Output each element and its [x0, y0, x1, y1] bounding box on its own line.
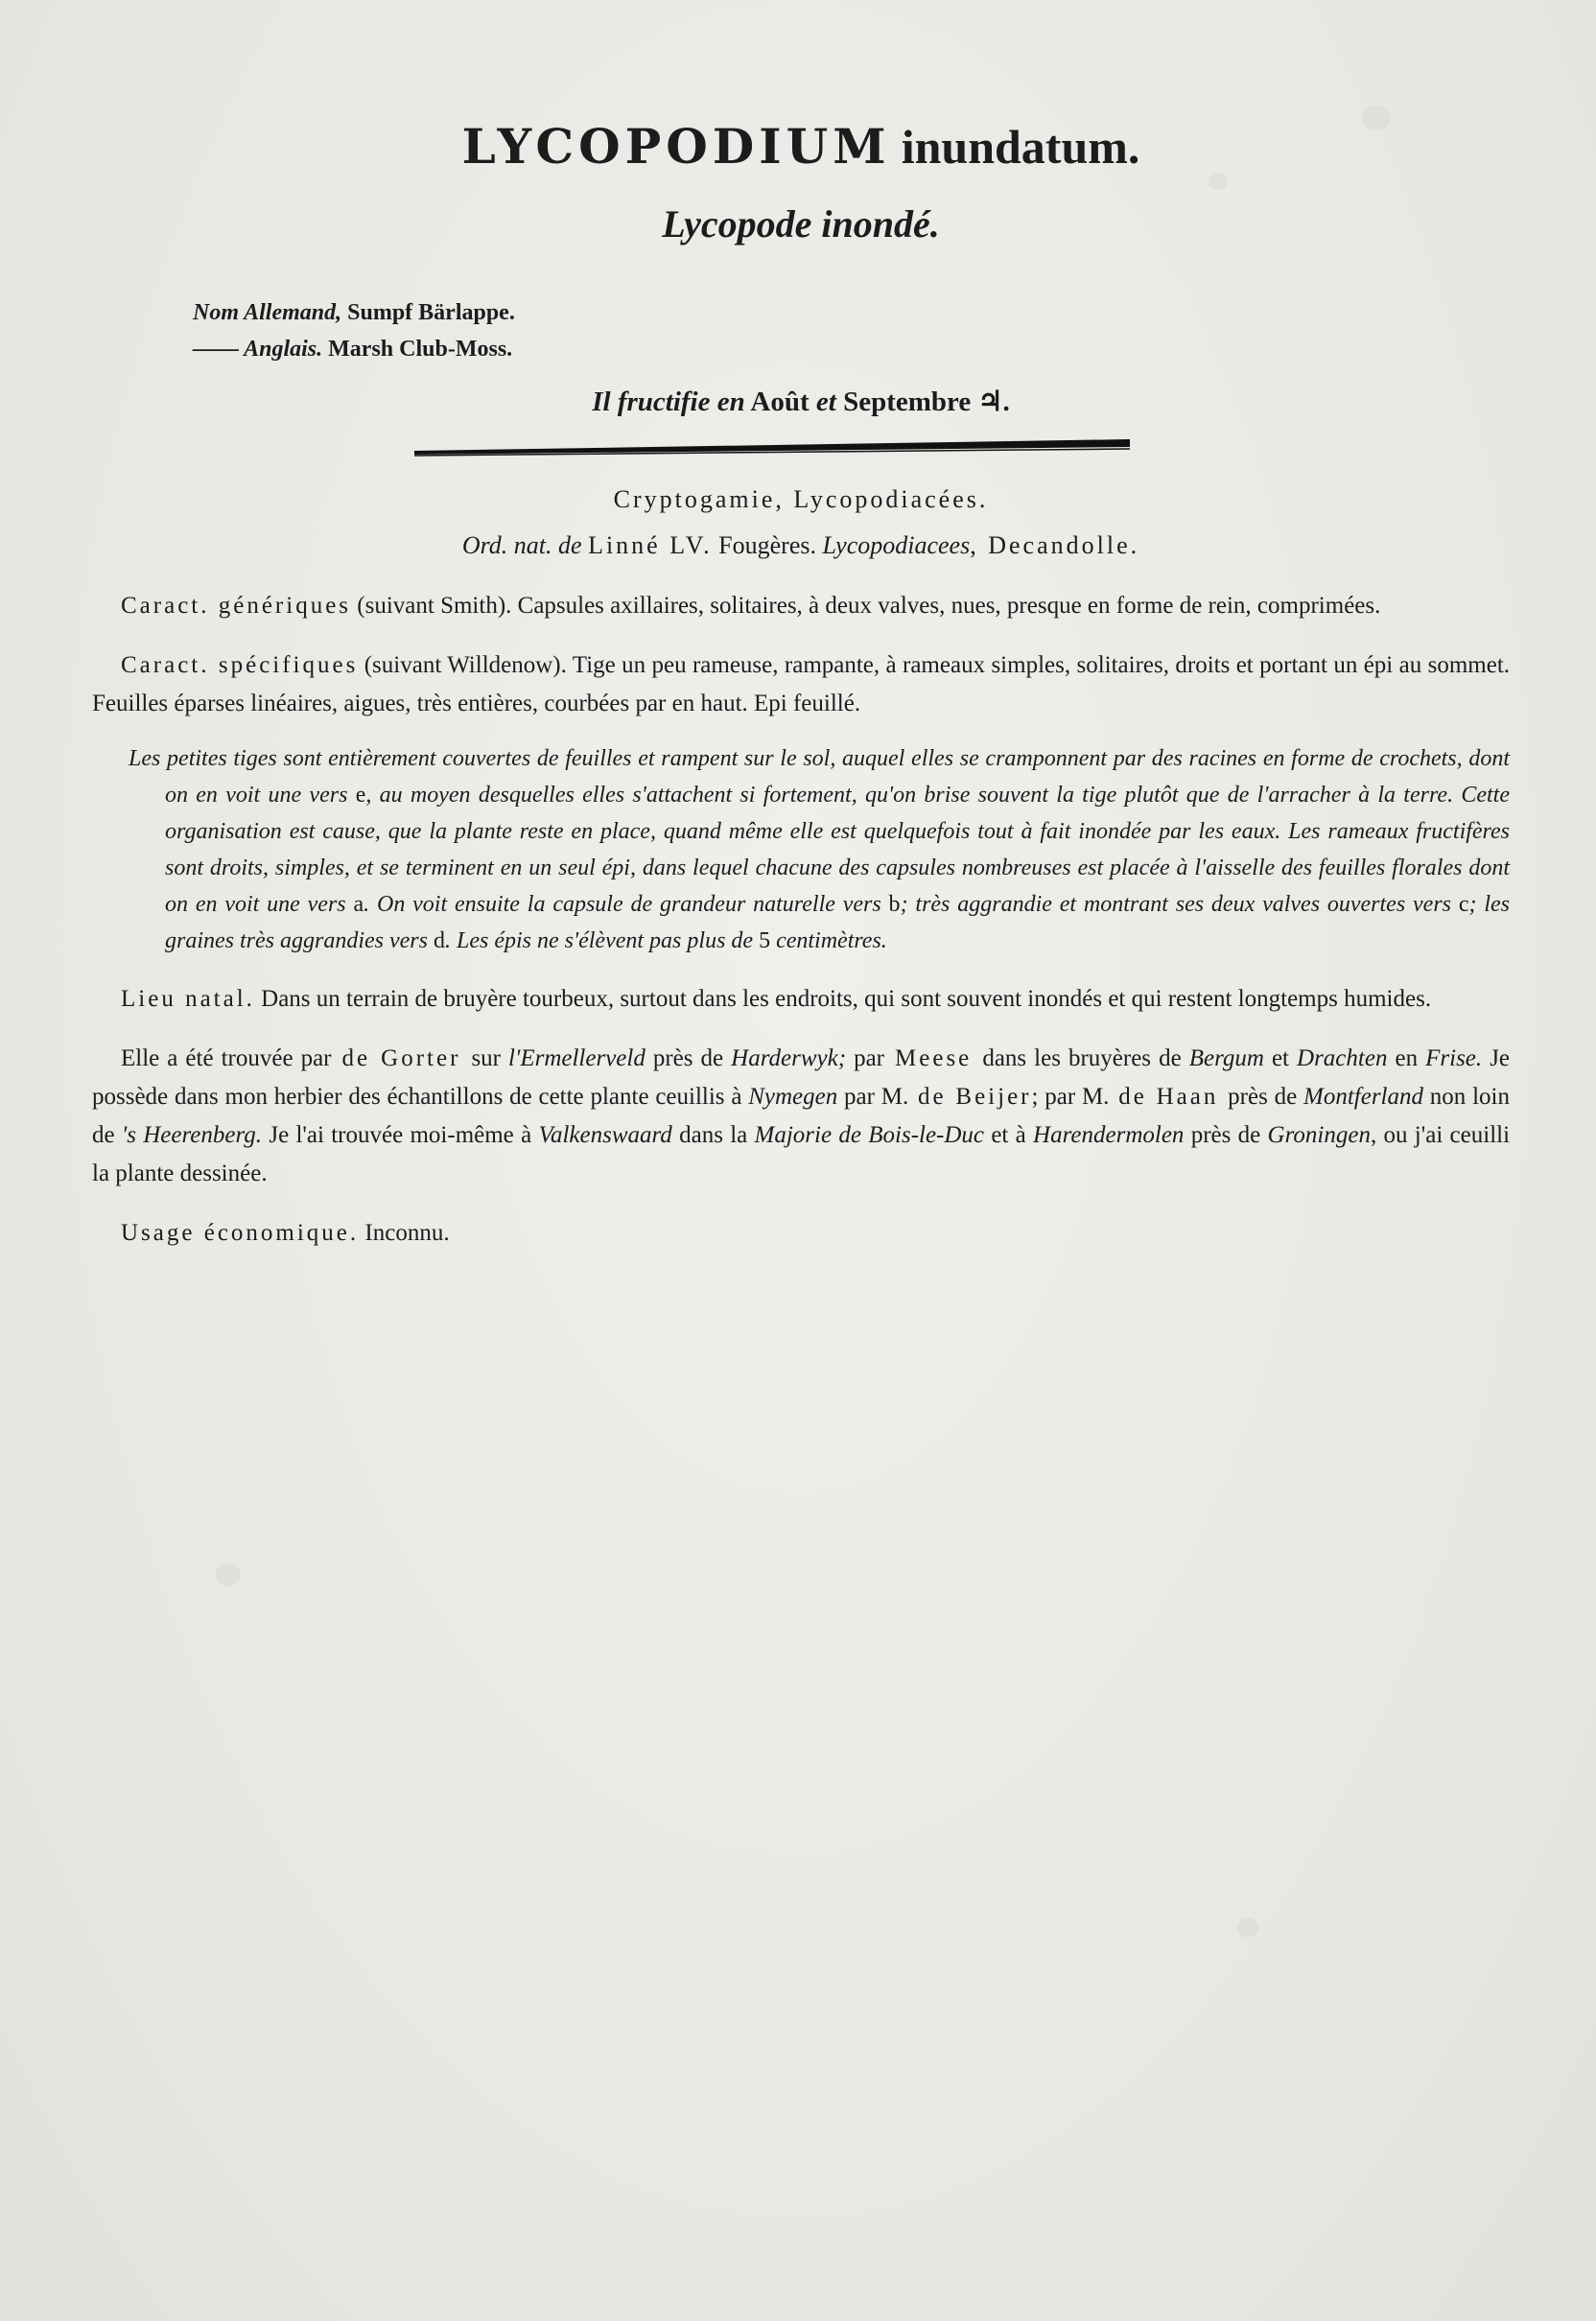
loc-text: près de: [1190, 1122, 1261, 1148]
perennial-symbol: ♃.: [977, 387, 1010, 417]
habitat-text: Dans un terrain de bruyère tourbeux, surtout dans les endroits, qui sont souvent inondés et qui restent longtemps humides.: [261, 986, 1432, 1012]
loc-text: et à: [991, 1122, 1026, 1148]
figure-ref-b: b: [880, 892, 901, 917]
linne-ref: Linné LV.: [588, 531, 713, 559]
collector-name: de Beijer: [908, 1084, 1032, 1110]
lycopodiacees: Lycopodiacees: [822, 531, 971, 559]
desc-part7: centimètres.: [776, 928, 887, 953]
fruct-month1: Août: [750, 387, 810, 417]
loc-text: Je l'ai trouvée moi-même à: [269, 1122, 532, 1148]
place-name: 's Heerenberg.: [114, 1122, 270, 1148]
genus-name: LYCOPODIUM: [461, 118, 891, 175]
english-label: —— Anglais.: [193, 337, 323, 362]
place-name: Majorie de Bois-le-Duc: [747, 1122, 992, 1148]
figure-ref-e: e: [347, 783, 366, 808]
document-body: [92, 118, 1511, 1253]
specific-characters: [92, 646, 1510, 723]
collector-name: Meese: [884, 1045, 983, 1071]
place-name: Harderwyk;: [723, 1045, 855, 1071]
german-label: Nom Allemand,: [193, 300, 342, 325]
loc-text: ; par M.: [1031, 1084, 1110, 1110]
german-name-row: [193, 294, 1510, 331]
localities-paragraph: [92, 1040, 1510, 1193]
habitat-lead: Lieu natal.: [121, 986, 255, 1012]
specific-text: (suivant Willdenow). Tige un peu rameuse, rampante, à rameaux simples, solitaires, droits et portant un épi au sommet. Feuilles éparses linéaires, aigues, très entières, courbées par en haut. Epi feuillé.: [92, 652, 1511, 716]
english-value: Marsh Club-Moss.: [328, 337, 513, 362]
desc-part3: . On voit ensuite la capsule de grandeur naturelle vers: [364, 892, 881, 917]
loc-text: Je possède dans mon herbier des échantillons de cette plante ceuillis à: [92, 1045, 1511, 1110]
german-value: Sumpf Bärlappe.: [347, 300, 515, 325]
desc-part4: ; très aggrandie et montrant ses deux valves ouvertes vers: [900, 892, 1452, 917]
loc-text: , ou j'ai ceuilli la plante dessinée.: [92, 1122, 1511, 1186]
place-name: Bergum: [1181, 1045, 1272, 1071]
desc-part1: Les petites tiges sont entièrement couvertes de feuilles et rampent sur le sol, auquel elles se cramponnent par des racines en forme de crochets, dont on en voit une vers: [129, 746, 1510, 808]
species-name: inundatum.: [901, 120, 1140, 174]
fougeres: Fougères.: [718, 531, 816, 559]
collector-name: de Haan: [1109, 1084, 1229, 1110]
paper-stain: [1237, 1918, 1258, 1937]
desc-part5: ; les graines très aggrandies vers: [165, 892, 1511, 953]
fructification-line: [92, 385, 1510, 418]
loc-text: dans la: [679, 1122, 748, 1148]
collector-name: de Gorter: [331, 1045, 472, 1071]
specific-lead: Caract. spécifiques: [121, 652, 359, 678]
place-name: Frise.: [1418, 1045, 1490, 1071]
paper-stain: [216, 1563, 241, 1586]
fruct-et: et: [815, 387, 836, 417]
place-name: Valkenswaard: [531, 1122, 680, 1148]
loc-text: Elle a été trouvée par: [121, 1045, 332, 1071]
desc-part6: . Les épis ne s'élèvent pas plus de: [444, 928, 754, 953]
loc-text: près de: [1228, 1084, 1298, 1110]
loc-text: par: [854, 1045, 884, 1071]
loc-text: dans les bruyères de: [982, 1045, 1182, 1071]
loc-text: sur: [471, 1045, 501, 1071]
place-name: Groningen: [1260, 1122, 1371, 1148]
generic-characters: [92, 587, 1510, 625]
thick-thin-rule-icon: [411, 435, 1134, 457]
vernacular-names: [193, 294, 1510, 367]
figure-ref-a: a: [345, 892, 364, 917]
fruct-en: en: [716, 387, 745, 417]
loc-text: et: [1271, 1045, 1289, 1071]
usage-lead: Usage économique.: [121, 1220, 360, 1246]
height-value: 5: [753, 928, 777, 953]
classification-line-2: [92, 531, 1510, 560]
fruct-prefix: Il fructifie: [592, 387, 711, 417]
habitat-paragraph: [92, 980, 1510, 1019]
french-name: Lycopode inondé.: [662, 202, 940, 246]
loc-text: près de: [652, 1045, 724, 1071]
place-name: l'Ermellerveld: [501, 1045, 653, 1071]
classification-line-1: Cryptogamie, Lycopodiacées.: [613, 485, 989, 513]
figure-ref-c: c: [1451, 892, 1469, 917]
generic-lead: Caract. génériques: [121, 593, 352, 619]
place-name: Harendermolen: [1025, 1122, 1191, 1148]
decorative-rule: [411, 435, 1134, 457]
generic-text: (suivant Smith). Capsules axillaires, solitaires, à deux valves, nues, presque en forme de rein, comprimées.: [357, 593, 1381, 619]
loc-text: par M.: [844, 1084, 909, 1110]
ord-nat-label: Ord. nat. de: [461, 531, 582, 559]
usage-text: Inconnu.: [364, 1220, 450, 1246]
decandolle-ref: , Decandolle.: [970, 531, 1140, 559]
fruct-month2: Septembre: [843, 387, 972, 417]
loc-text: non loin de: [92, 1084, 1510, 1148]
loc-text: en: [1395, 1045, 1419, 1071]
english-name-row: [193, 331, 1510, 367]
place-name: Drachten: [1289, 1045, 1396, 1071]
plant-description: [129, 740, 1510, 959]
usage-paragraph: [92, 1214, 1510, 1253]
place-name: Nymegen: [741, 1084, 845, 1110]
page-title: [92, 118, 1510, 175]
desc-part2: , au moyen desquelles elles s'attachent si fortement, qu'on brise souvent la tige plutôt que de l'arracher à la terre. Cette organisation est cause, que la plante reste en place, quand même elle est quelquefois tout à fait inondée par les eaux. Les rameaux fructifères sont droits, simples, et se terminent en un seul épi, dans lequel chacune des capsules nombreuses est placée à l'aisselle des feuilles florales dont on en voit une vers: [165, 783, 1510, 917]
figure-ref-d: d: [427, 928, 445, 953]
place-name: Montferland: [1297, 1084, 1430, 1110]
